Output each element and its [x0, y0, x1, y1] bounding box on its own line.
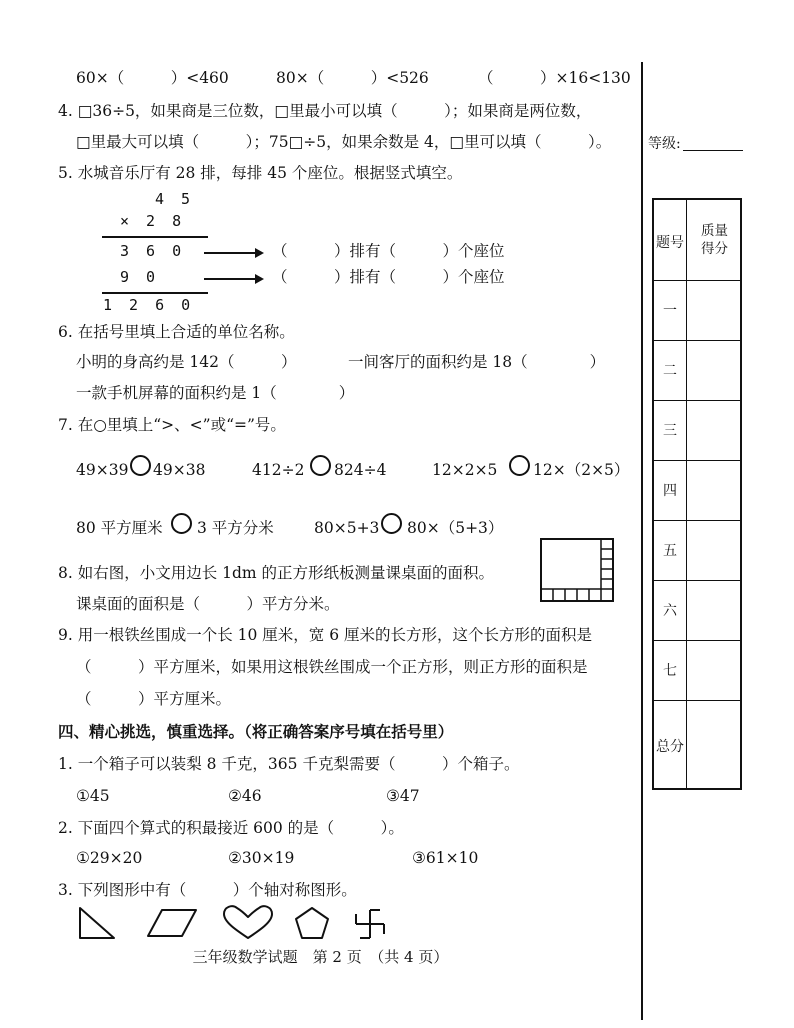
score-table-header-quality: 质量	[701, 223, 728, 239]
triangle-shape-icon	[80, 908, 114, 938]
score-table-row-line	[654, 400, 740, 401]
compare-circle[interactable]	[381, 513, 402, 534]
arrow-icon	[204, 252, 262, 254]
margin-divider	[641, 62, 643, 1020]
arrow-icon	[204, 278, 262, 280]
q4-line-2: □里最大可以填（ ）；75□÷5，如果余数是 4，□里可以填（ ）。	[76, 133, 612, 151]
pentagon-shape-icon	[296, 908, 328, 938]
q6-item-phone: 一款手机屏幕的面积约是 1（ ）	[76, 384, 355, 402]
q6-item-room: 一间客厅的面积约是 18（ ）	[348, 353, 606, 371]
calc-annotation-1: （ ）排有（ ）个座位	[272, 242, 505, 260]
score-table-row-line	[654, 520, 740, 521]
heart-shape-icon	[224, 906, 272, 938]
calc-row-360: 3 6 0	[120, 242, 186, 260]
calc-row-1260: 1 2 6 0	[103, 296, 195, 314]
q3-item-16: （ ）×16<130	[478, 69, 631, 87]
choice-q2: 2. 下面四个算式的积最接近 600 的是（ ）。	[58, 819, 404, 837]
score-table-row-label: 一	[663, 303, 677, 319]
q4-line-1: 4. □36÷5，如果商是三位数，□里最小可以填（ ）；如果商是两位数，	[58, 102, 592, 120]
q3-item-80: 80×（ ）<526	[276, 69, 429, 87]
grade-label: 等级:	[648, 136, 681, 152]
pinwheel-shape-icon	[356, 910, 384, 938]
compare-circle[interactable]	[130, 455, 151, 476]
compare-right-5: 80×（5+3）	[407, 519, 504, 537]
score-table-row-label: 七	[663, 663, 677, 679]
grade-blank-line	[683, 150, 743, 151]
parallelogram-shape-icon	[148, 910, 196, 936]
score-table-row-label: 三	[663, 423, 677, 439]
compare-left-3: 12×2×5	[432, 461, 498, 479]
desk-grid-figure	[540, 538, 616, 604]
compare-right-3: 12×（2×5）	[533, 461, 630, 479]
calc-rule-2	[102, 292, 208, 294]
calc-row-45: 4 5	[155, 190, 195, 208]
score-table-total-label: 总分	[656, 739, 684, 755]
q7-text: 7. 在○里填上“>、<”或“=”号。	[58, 416, 286, 434]
choice-q2-option-3: ③61×10	[412, 849, 479, 867]
calc-row-90: 9 0	[120, 268, 160, 286]
q8-line-1: 8. 如右图，小文用边长 1dm 的正方形纸板测量课桌面的面积。	[58, 564, 495, 582]
score-table-header-score: 得分	[701, 241, 728, 257]
section-4-heading: 四、精心挑选，慎重选择。（将正确答案序号填在括号里）	[58, 722, 454, 741]
score-table	[652, 198, 742, 790]
choice-q1-option-1: ①45	[76, 787, 110, 805]
compare-circle[interactable]	[310, 455, 331, 476]
calc-annotation-2: （ ）排有（ ）个座位	[272, 268, 505, 286]
score-table-row-line	[654, 640, 740, 641]
choice-q3: 3. 下列图形中有（ ）个轴对称图形。	[58, 881, 357, 899]
score-table-row-line	[654, 340, 740, 341]
score-table-row-line	[654, 280, 740, 281]
q6-item-height: 小明的身高约是 142（ ）	[76, 353, 297, 371]
score-table-row-line	[654, 700, 740, 701]
choice-q1-option-2: ②46	[228, 787, 262, 805]
choice-q2-option-2: ②30×19	[228, 849, 295, 867]
score-table-row-label: 四	[663, 483, 677, 499]
calc-row-28: × 2 8	[120, 212, 186, 230]
q6-text: 6. 在括号里填上合适的单位名称。	[58, 323, 295, 341]
choice-q1-option-3: ③47	[386, 787, 420, 805]
q5-text: 5. 水城音乐厅有 28 排，每排 45 个座位。根据竖式填空。	[58, 164, 463, 182]
calc-rule-1	[102, 236, 208, 238]
shapes-row	[76, 904, 396, 944]
score-table-header-number: 题号	[656, 235, 684, 251]
page-footer: 三年级数学试题 第 2 页 （共 4 页）	[192, 948, 449, 966]
compare-left-5: 80×5+3	[314, 519, 380, 537]
choice-q2-option-1: ①29×20	[76, 849, 143, 867]
q9-line-1: 9. 用一根铁丝围成一个长 10 厘米，宽 6 厘米的长方形，这个长方形的面积是	[58, 626, 593, 644]
compare-left-1: 49×39	[76, 461, 129, 479]
score-table-row-line	[654, 580, 740, 581]
score-table-row-label: 二	[663, 363, 677, 379]
q9-line-3: （ ）平方厘米。	[76, 690, 232, 708]
q3-item-60: 60×（ ）<460	[76, 69, 229, 87]
score-table-row-label: 六	[663, 603, 677, 619]
compare-circle[interactable]	[171, 513, 192, 534]
q8-line-2: 课桌面的面积是（ ）平方分米。	[76, 595, 340, 613]
choice-q1: 1. 一个箱子可以装梨 8 千克，365 千克梨需要（ ）个箱子。	[58, 755, 520, 773]
compare-circle[interactable]	[509, 455, 530, 476]
score-table-row-label: 五	[663, 543, 677, 559]
compare-right-1: 49×38	[153, 461, 206, 479]
score-table-row-line	[654, 460, 740, 461]
compare-left-2: 412÷2	[252, 461, 305, 479]
compare-right-2: 824÷4	[334, 461, 387, 479]
compare-right-4: 3 平方分米	[197, 519, 274, 537]
compare-left-4: 80 平方厘米	[76, 519, 163, 537]
q9-line-2: （ ）平方厘米，如果用这根铁丝围成一个正方形，则正方形的面积是	[76, 658, 588, 676]
